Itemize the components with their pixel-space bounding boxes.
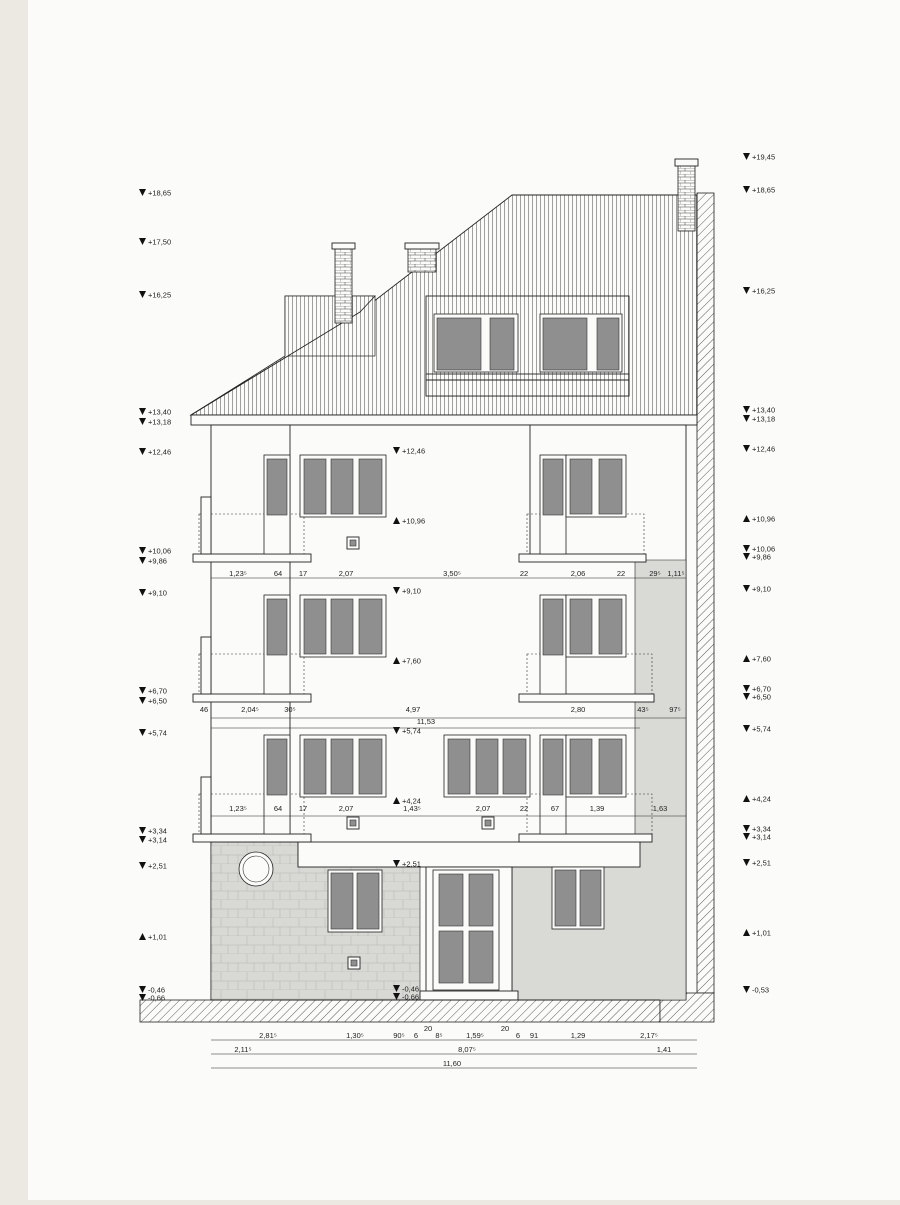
level-left-marker bbox=[139, 827, 146, 834]
dormer-railing bbox=[426, 374, 629, 396]
dim-middle: 46 bbox=[199, 705, 209, 714]
level-right-label: +3,14 bbox=[752, 832, 771, 842]
level-right-label: +2,51 bbox=[752, 858, 771, 868]
chimney-right bbox=[678, 165, 695, 231]
dim-middle-total: 11,53 bbox=[416, 717, 436, 726]
dim-bottom: 91 bbox=[529, 1031, 539, 1040]
level-right-marker bbox=[743, 859, 750, 866]
level-right-label: +13,40 bbox=[752, 405, 776, 415]
level-right-marker bbox=[743, 685, 750, 692]
dim-upper: 3,50⁵ bbox=[443, 569, 461, 578]
level-left-label: +6,50 bbox=[148, 696, 167, 706]
dim-middle: 30⁵ bbox=[284, 705, 296, 714]
level-inner-label: +4,24 bbox=[402, 796, 421, 806]
chimney-mid bbox=[408, 248, 436, 272]
level-left-label: +5,74 bbox=[148, 728, 167, 738]
level-inner-label: +10,96 bbox=[402, 516, 426, 526]
level-right-label: -0,53 bbox=[752, 985, 770, 995]
level-right-label: +6,70 bbox=[752, 684, 771, 694]
elevation-drawing bbox=[28, 0, 900, 1200]
level-right-label: +3,34 bbox=[752, 824, 771, 834]
dim-upper: 29⁵ bbox=[649, 569, 661, 578]
dim-middle: 43⁵ bbox=[637, 705, 649, 714]
dim-bottom: 6 bbox=[413, 1031, 419, 1040]
chimney-mid-cap bbox=[405, 243, 439, 249]
level-left-label: +17,50 bbox=[148, 237, 172, 247]
dim-middle: 2,04⁵ bbox=[241, 705, 259, 714]
level-left-label: +13,18 bbox=[148, 417, 172, 427]
level-left-marker bbox=[139, 986, 146, 993]
building bbox=[140, 159, 714, 1022]
level-right-marker bbox=[743, 655, 750, 662]
level-left-label: +18,65 bbox=[148, 188, 172, 198]
dim-lower: 2,07 bbox=[475, 804, 491, 813]
level-left-label: -0,46 bbox=[148, 985, 166, 995]
level-left-marker bbox=[139, 547, 146, 554]
dim-bottom: 2,17⁵ bbox=[640, 1031, 658, 1040]
level-left-label: -0,66 bbox=[148, 993, 166, 1003]
dim-upper: 17 bbox=[298, 569, 308, 578]
level-right-marker bbox=[743, 585, 750, 592]
level-inner-label: -0,46 bbox=[402, 984, 420, 994]
level-right-label: +7,60 bbox=[752, 654, 771, 664]
dim-lower: 2,07 bbox=[338, 804, 354, 813]
level-right-label: +10,96 bbox=[752, 514, 776, 524]
level-left-marker bbox=[139, 933, 146, 940]
dim-bottom-20: 20 bbox=[500, 1024, 510, 1033]
level-markers-right bbox=[743, 153, 775, 995]
level-left-label: +10,06 bbox=[148, 546, 172, 556]
level-left-label: +13,40 bbox=[148, 407, 172, 417]
level-right-marker bbox=[743, 795, 750, 802]
level-inner-label: -0,66 bbox=[402, 992, 420, 1002]
level-inner-label: +9,10 bbox=[402, 586, 421, 596]
level-right-marker bbox=[743, 986, 750, 993]
dim-bottom: 2,81⁵ bbox=[259, 1031, 277, 1040]
level-right-label: +9,86 bbox=[752, 552, 771, 562]
dim-bottom: 6 bbox=[515, 1031, 521, 1040]
dim-bottom: 8⁵ bbox=[435, 1031, 443, 1040]
level-right-label: +9,10 bbox=[752, 584, 771, 594]
level-right-label: +12,46 bbox=[752, 444, 776, 454]
dim-lower: 1,39 bbox=[589, 804, 605, 813]
chimney-right-cap bbox=[675, 159, 698, 166]
level-left-label: +1,01 bbox=[148, 932, 167, 942]
level-left-label: +2,51 bbox=[148, 861, 167, 871]
party-wall bbox=[697, 193, 714, 993]
level-right-marker bbox=[743, 929, 750, 936]
chimney-left-cap bbox=[332, 243, 355, 249]
dim-middle: 4,97 bbox=[405, 705, 421, 714]
level-right-marker bbox=[743, 445, 750, 452]
dim-bottom: 1,59⁵ bbox=[466, 1031, 484, 1040]
level-left-marker bbox=[139, 291, 146, 298]
level-right-label: +4,24 bbox=[752, 794, 771, 804]
level-right-label: +5,74 bbox=[752, 724, 771, 734]
level-markers-left bbox=[139, 189, 171, 1003]
level-left-label: +6,70 bbox=[148, 686, 167, 696]
dim-upper: 64 bbox=[273, 569, 283, 578]
level-left-label: +3,34 bbox=[148, 826, 167, 836]
level-left-label: +9,10 bbox=[148, 588, 167, 598]
dim-lower: 1,23⁵ bbox=[229, 804, 247, 813]
level-left-marker bbox=[139, 729, 146, 736]
cantilever-band bbox=[298, 842, 640, 867]
dim-bottom-sub: 8,07⁵ bbox=[458, 1045, 476, 1054]
level-left-marker bbox=[139, 238, 146, 245]
level-left-label: +3,14 bbox=[148, 835, 167, 845]
level-right-label: +10,06 bbox=[752, 544, 776, 554]
dim-upper: 22 bbox=[616, 569, 626, 578]
level-left-label: +9,86 bbox=[148, 556, 167, 566]
dim-lower: 64 bbox=[273, 804, 283, 813]
level-left-marker bbox=[139, 589, 146, 596]
dim-bottom: 1,30⁵ bbox=[346, 1031, 364, 1040]
level-right-marker bbox=[743, 406, 750, 413]
level-right-marker bbox=[743, 825, 750, 832]
level-right-marker bbox=[743, 415, 750, 422]
level-left-marker bbox=[139, 189, 146, 196]
dim-bottom-sub: 1,41 bbox=[656, 1045, 672, 1054]
dim-bottom: 1,29 bbox=[570, 1031, 586, 1040]
chimney-left bbox=[335, 248, 352, 323]
dim-upper: 2,06 bbox=[570, 569, 586, 578]
drawing-sheet bbox=[28, 0, 900, 1200]
dim-middle: 97⁵ bbox=[669, 705, 681, 714]
dim-upper: 1,11⁵ bbox=[667, 569, 685, 578]
ground-line bbox=[140, 1000, 660, 1022]
dim-bottom-sub: 2,11⁵ bbox=[234, 1045, 252, 1054]
level-right-marker bbox=[743, 693, 750, 700]
dim-middle: 2,80 bbox=[570, 705, 586, 714]
level-right-label: +18,65 bbox=[752, 185, 776, 195]
level-inner-label: +12,46 bbox=[402, 446, 426, 456]
level-right-label: +19,45 bbox=[752, 152, 776, 162]
level-right-marker bbox=[743, 553, 750, 560]
level-right-marker bbox=[743, 186, 750, 193]
level-left-marker bbox=[139, 697, 146, 704]
dim-upper: 22 bbox=[519, 569, 529, 578]
level-right-label: +6,50 bbox=[752, 692, 771, 702]
level-left-label: +16,25 bbox=[148, 290, 172, 300]
level-right-label: +1,01 bbox=[752, 928, 771, 938]
level-right-marker bbox=[743, 515, 750, 522]
dim-lower: 1,63 bbox=[652, 804, 668, 813]
eaves-cornice bbox=[191, 415, 697, 425]
level-left-label: +12,46 bbox=[148, 447, 172, 457]
dim-upper: 1,23⁵ bbox=[229, 569, 247, 578]
dim-bottom: 90⁵ bbox=[393, 1031, 405, 1040]
level-left-marker bbox=[139, 836, 146, 843]
level-right-marker bbox=[743, 287, 750, 294]
dim-bottom-20: 20 bbox=[423, 1024, 433, 1033]
dim-lower: 22 bbox=[519, 804, 529, 813]
dim-lower: 17 bbox=[298, 804, 308, 813]
level-left-marker bbox=[139, 687, 146, 694]
dim-upper: 2,07 bbox=[338, 569, 354, 578]
level-left-marker bbox=[139, 418, 146, 425]
level-left-marker bbox=[139, 448, 146, 455]
level-inner-label: +7,60 bbox=[402, 656, 421, 666]
level-right-marker bbox=[743, 545, 750, 552]
level-left-marker bbox=[139, 862, 146, 869]
level-right-label: +16,25 bbox=[752, 286, 776, 296]
dim-lower: 67 bbox=[550, 804, 560, 813]
level-left-marker bbox=[139, 408, 146, 415]
level-right-label: +13,18 bbox=[752, 414, 776, 424]
level-left-marker bbox=[139, 557, 146, 564]
level-right-marker bbox=[743, 833, 750, 840]
level-right-marker bbox=[743, 725, 750, 732]
level-inner-label: +2,51 bbox=[402, 859, 421, 869]
dim-lower: 1,43⁵ bbox=[403, 804, 421, 813]
level-right-marker bbox=[743, 153, 750, 160]
dim-bottom-total: 11,60 bbox=[442, 1059, 462, 1068]
level-inner-label: +5,74 bbox=[402, 726, 421, 736]
